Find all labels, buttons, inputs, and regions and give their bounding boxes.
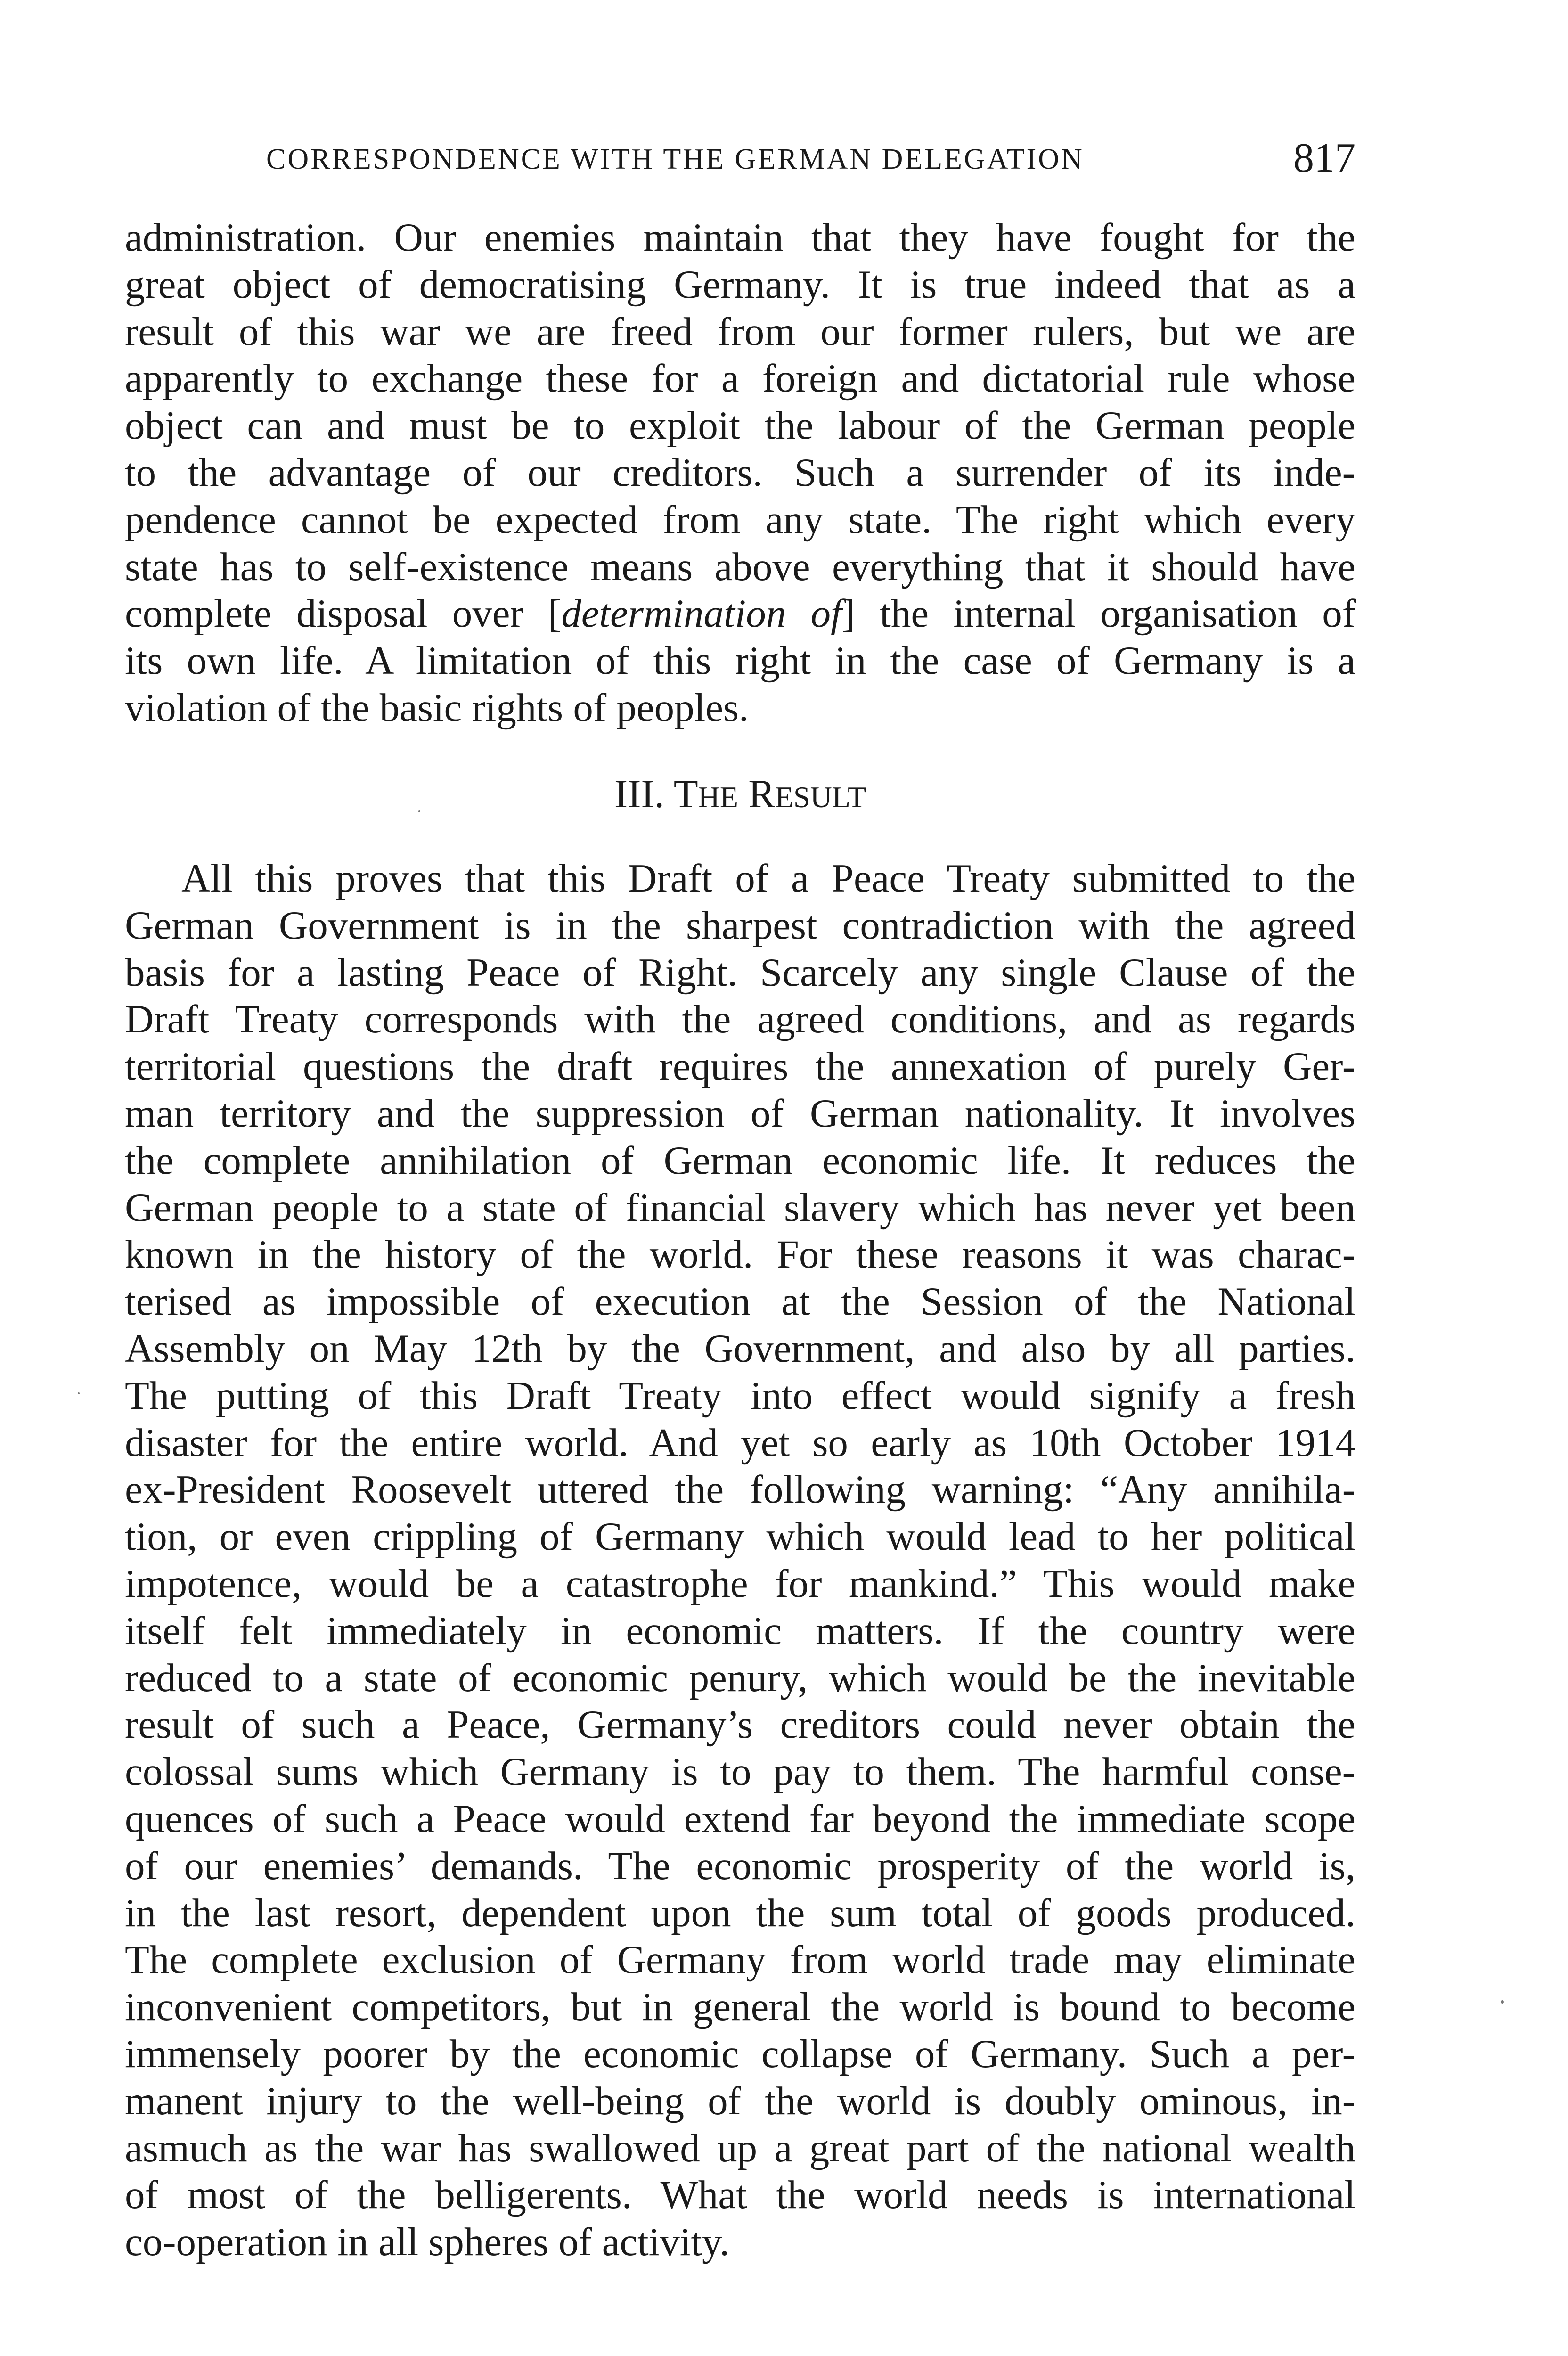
paragraph-line: of our enemies’ demands. The economic prosperity of the world is, — [125, 1843, 1356, 1888]
paragraph-line: Draft Treaty corresponds with the agreed conditions, and as regards — [125, 997, 1356, 1042]
paragraph-line: to the advantage of our creditors. Such a surrender of its inde- — [125, 450, 1356, 495]
italic-insertion: determination of — [561, 591, 842, 636]
section-heading — [125, 770, 1356, 821]
paragraph-line: reduced to a state of economic penury, which would be the inevitable — [125, 1655, 1356, 1700]
paragraph-line: apparently to exchange these for a foreign and dictatorial rule whose — [125, 356, 1356, 401]
paragraph-line: All this proves that this Draft of a Peace Treaty submitted to the — [181, 856, 1356, 900]
paragraph-line: disaster for the entire world. And yet so early as 10th October 1914 — [125, 1420, 1356, 1465]
paragraph-line: co-operation in all spheres of activity. — [125, 2220, 730, 2265]
paragraph-line: known in the history of the world. For these reasons it was charac- — [125, 1232, 1356, 1277]
paragraph-line: its own life. A limitation of this right in the case of Germany is a — [125, 638, 1356, 683]
paragraph-line: violation of the basic rights of peoples. — [125, 685, 749, 730]
paragraph-line: territorial questions the draft requires the annexation of purely Ger- — [125, 1044, 1356, 1089]
paragraph-line: of most of the belligerents. What the world needs is international — [125, 2173, 1356, 2217]
print-speck — [418, 810, 420, 812]
running-title: CORRESPONDENCE WITH THE GERMAN DELEGATION — [266, 143, 1084, 175]
paragraph-line: object can and must be to exploit the labour of the German people — [125, 403, 1356, 448]
paragraph-line: result of such a Peace, Germany’s creditors could never obtain the — [125, 1702, 1356, 1747]
paragraph-line: immensely poorer by the economic collapse of Germany. Such a per- — [125, 2031, 1356, 2076]
paragraph-line: German people to a state of financial slavery which has never yet been — [125, 1185, 1356, 1230]
section-numeral: III. — [614, 772, 665, 816]
paragraph-line: great object of democratising Germany. It is true indeed that as a — [125, 262, 1356, 307]
paragraph-line: tion, or even crippling of Germany which would lead to her political — [125, 1514, 1356, 1559]
paragraph-2 — [125, 855, 1356, 2266]
paragraph-line: inconvenient competitors, but in general the world is bound to become — [125, 1985, 1356, 2029]
paragraph-line: state has to self-existence means above everything that it should have — [125, 544, 1356, 589]
paragraph-line: The complete exclusion of Germany from world trade may eliminate — [125, 1938, 1356, 1982]
page-number: 817 — [1293, 135, 1356, 181]
paragraph-line: pendence cannot be expected from any state. The right which every — [125, 497, 1356, 542]
paragraph-line: complete disposal over [determination of] the internal organisation of — [125, 591, 1356, 636]
print-speck — [78, 1392, 80, 1394]
section-title: THE RESULT — [673, 772, 866, 816]
paragraph-line: German Government is in the sharpest contradiction with the agreed — [125, 903, 1356, 948]
paragraph-line: itself felt immediately in economic matters. If the country were — [125, 1608, 1356, 1653]
paragraph-1 — [125, 214, 1356, 732]
paragraph-line: man territory and the suppression of German nationality. It involves — [125, 1091, 1356, 1136]
paragraph-line: in the last resort, dependent upon the sum total of goods produced. — [125, 1890, 1356, 1935]
paragraph-line: the complete annihilation of German economic life. It reduces the — [125, 1138, 1356, 1183]
running-head — [125, 134, 1356, 186]
paragraph-line: The putting of this Draft Treaty into effect would signify a fresh — [125, 1373, 1356, 1418]
paragraph-line: Assembly on May 12th by the Government, and also by all parties. — [125, 1326, 1356, 1371]
print-speck — [1501, 2000, 1504, 2004]
paragraph-line: colossal sums which Germany is to pay to them. The harmful conse- — [125, 1750, 1356, 1794]
paragraph-line: ex-President Roosevelt uttered the following warning: “Any annihila- — [125, 1467, 1356, 1512]
paragraph-line: administration. Our enemies maintain that they have fought for the — [125, 215, 1356, 260]
paragraph-line: terised as impossible of execution at the Session of the National — [125, 1279, 1356, 1324]
paragraph-line: basis for a lasting Peace of Right. Scarcely any single Clause of the — [125, 950, 1356, 995]
paragraph-line: quences of such a Peace would extend far beyond the immediate scope — [125, 1796, 1356, 1841]
paragraph-line: manent injury to the well-being of the world is doubly ominous, in- — [125, 2078, 1356, 2123]
paragraph-line: asmuch as the war has swallowed up a great part of the national wealth — [125, 2126, 1356, 2170]
paragraph-line: result of this war we are freed from our former rulers, but we are — [125, 309, 1356, 354]
paragraph-line: impotence, would be a catastrophe for mankind.” This would make — [125, 1561, 1356, 1606]
